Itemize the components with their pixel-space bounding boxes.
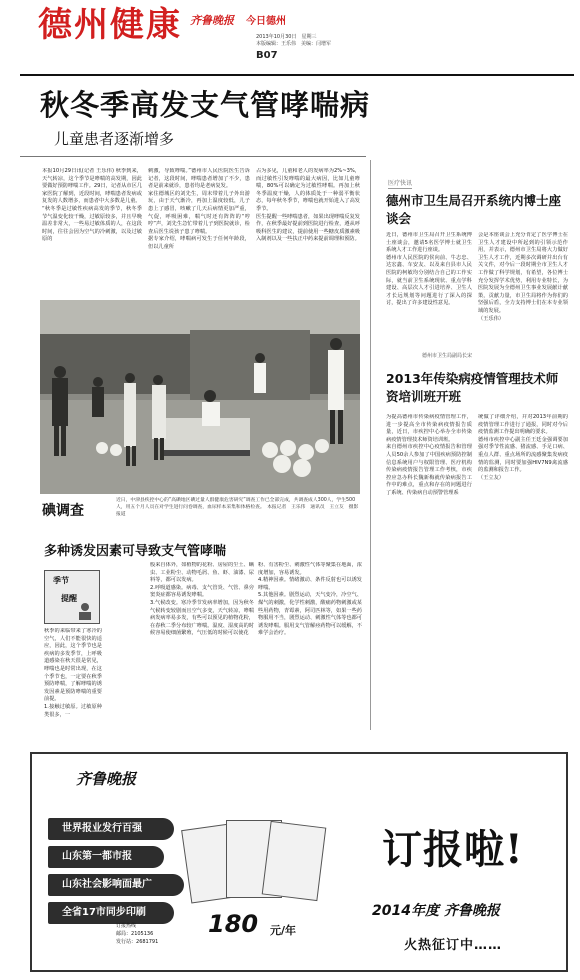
article-column-3: 占为多见，儿童和老人的发病率为2%~3%，而过敏性引发哮喘的最大病因，比如儿童哮喘，80%可以确定为过敏性哮喘。再加上秋冬季温度干燥，人的体质处于一种弱平衡状态，每年秋冬季节，哮喘也就开始进入了高发季节。 医生提醒一些哮喘患者，如果出现哮喘反复发作，在秋季最好提前到医院进行检查，遵从呼吸科医生的建议，提前使用一些糖皮质激素吸入制剂以及一些扶正中药来提前调理和预防。 — [256, 168, 360, 243]
ad-pill-4: 全省17市同步印刷 — [48, 902, 174, 924]
article-subhead: 儿童患者逐渐增多 — [54, 130, 175, 148]
hotline-station — [116, 938, 158, 946]
sidebar-tag: 医疗快讯 — [388, 180, 413, 187]
sidebar-article-2-col-b: 统做了详细介绍，并对2013年前期的疫情管理工作进行了通报，同时对今后疫情监测工作提出明确的要求。 德州市疾控中心副主任王廷金强调要加强对季节性流感、猪流感、手足口病、重点人群、重点场所的流感聚集发病疫情的监测，同时要加强HIV7N9禽流感的监测和报告工作。 （王立友） — [478, 414, 568, 481]
sidebar-article-1-col-b: 会是本座谈会上充分肯定了医学博士在卫生人才建设中所起到的引领示范作用，并表示，德州市卫生局将大力做好卫生人才工作，近期多次调研并出台有关文件，对今后一段时期全市卫生人才工作做了科学规划，有希望，各位博士充分发挥学术优势，利用专业特长，为医院发展为全德州卫生事业发展献计献策，贡献力量，市卫生局将作为你们的坚强后盾，全力支持博士们在本专业领域的发展。 （王乐伟） — [478, 232, 568, 322]
hotline-post-number: 2105136 — [131, 931, 154, 937]
section2-column-2: 般来自体外，如植物的花粉、房屋的尘土、螨虫、工业粉尘、动物毛屑、鱼、虾、油漆、尿料等，都可以发病。 2.呼吸道感染。病毒、支气管炎、气管、鼻旁窦炎症都容易诱发哮喘。 3.气候改变。寒冷季节发病率增加，因为秋冬气候转变较剧而且空气多变，天气转凉，哮喘病发病率易多发，有些可以预见的植物花粉，在春秋二季分布较广哮喘。温度、湿度高的时候容易使细菌繁殖，气压低的时候可以使花 — [150, 562, 254, 637]
doctor-icon — [75, 601, 95, 621]
masthead-editors: 本版编辑：王乐伟 美编：闫增军 — [256, 41, 332, 47]
season-reminder-badge — [44, 570, 100, 624]
photo-caption: 近日，中津县疾控中心的“高碘地区碘过量人群健康危害研究”调查工作已全部完成，共调查成人300人，学生500人，用五个月人员在对学生进行问卷调查，血尿样本采集和体格检查。 本报记者 王乐伟 通讯员 王立友 摄影报道 — [116, 498, 359, 517]
headline-rule — [20, 156, 366, 157]
badge-label-top: 季节 — [53, 576, 69, 585]
news-photo-illustration — [40, 300, 360, 494]
ad-pill-2: 山东第一都市报 — [48, 846, 164, 868]
ad-logo: 齐鲁晚报 — [76, 770, 137, 788]
masthead-rule — [20, 74, 574, 76]
section2-column-1: 秋季的来临带来了寒冷的空气，人们不能很快的适应，因此，这个季节也是疾病的多发季节，上呼吸道感染在秋天很是常见，哮喘也是时常出现，在这个季节也，一定要在秋季预防哮喘，了解哮喘的诱发因素是预防哮喘的重要前提。 1.接触过敏原。过敏原种类很多，一 — [44, 628, 102, 718]
masthead — [0, 0, 580, 74]
hotline-post-label: 邮局： — [116, 931, 132, 937]
masthead-meta — [256, 34, 331, 48]
ad-big-title: 订报啦! — [382, 826, 524, 873]
ad-year — [372, 900, 500, 920]
ad-hotline — [116, 922, 158, 946]
article-headline: 秋冬季高发支气管哮喘病 — [40, 88, 371, 122]
ad-year-text: 2014年度 — [372, 903, 439, 919]
ad-slogan: 火热征订中…… — [404, 938, 503, 953]
page-number: B07 — [256, 50, 278, 61]
masthead-date: 2013年10月30日 星期三 — [256, 34, 317, 40]
ad-year-brand: 齐鲁晚报 — [443, 903, 500, 919]
section2-headline: 多种诱发因素可导致支气管哮喘 — [44, 544, 227, 559]
sidebar-article-2-col-a: 为提高德州市传染病疫情管理工作，进一步提高全市传染病疫情报告质量，近日，市疾控中心举办全市传染病疫情管理技术师资培训班。 来自德州市疾控中心疫情报告和管理人员50余人参加了中国疾病预防控制信息系统用户与权限管理、医疗机构传染病疫情报告管理工作考核，市疾控应急办科长魏新梅就传染病报告工作中的难点，重点和存在的问题进行了系统、传染病自动预警管理系 — [386, 414, 472, 496]
hotline-label: 订报热线 — [116, 923, 137, 929]
sidebar-photo-note: 德州市卫生局副局长宋 — [421, 353, 472, 359]
ad-newspapers — [186, 816, 326, 906]
ad-pill-3: 山东社会影响面最广 — [48, 874, 184, 896]
sidebar-headline-1: 德州市卫生局召开系统内博士座谈会 — [386, 193, 562, 226]
ad-pill-1: 世界报业发行百强 — [48, 818, 174, 840]
sidebar-headline-2: 2013年传染病疫情管理技术师资培训班开班 — [386, 371, 559, 404]
hotline-station-label: 发行站： — [116, 939, 137, 945]
hotline-station-number: 2681791 — [136, 939, 159, 945]
masthead-section: 今日德州 — [246, 16, 286, 27]
news-photo — [40, 300, 360, 494]
article-column-1: 本报10月29日讯(记者 王乐伟) 秋季到来，天气转凉，这个季节是哮喘的高发期，因此要做好预防哮喘工作。29日，记者从市区几家医院了解到，近段时间，哮喘患者发病或复发的人数增多，而患者中大多数是儿童。 “秋冬季是过敏性疾病高发的季节，秋冬季节气温变化较干燥，过敏原较多，并且早晚温差非常大，一些易过敏体质的人，在这段时间，往往会因为空气的冷刺激，以及过敏原的 — [42, 168, 142, 243]
sidebar-article-1-col-a: 近日，德州市卫生局召开卫生系统博士座谈会，邀请5名医学博士就卫生系统人才工作进行座谈。 德州市人民医院的侯向前、牛志忠、达宏鑫、车安友、以及来自县市人民医院的柯敏均分别结合自己的工作实际，就当前卫生系统现状、重点学科建设、高层次人才引进培养、卫生人才长远规划等问题进行了深入的探讨，提出了许多建设性意见。 — [386, 232, 472, 307]
photo-tag: 碘调查 — [42, 503, 84, 519]
article-column-2: 刺激，导致哮喘。”德州市人民医院医生告诉记者，这段时间，哮喘患者增加了不少，患者是前来就诊，患者均是老病复发。 家住德城区的刘先生，周末带着儿子外出游玩，由于天气渐冷，再加上温度较低，儿子患上了感冒，咳嗽了几天后病情更加严重，气促，呼吸困难，喘气时还有阵阵的“哼哼”声，刘先生急忙带着儿子到医院就诊，检查后医生说孩子患了哮喘。 据专家介绍，哮喘病可发生于任何年龄段，但以儿童所 — [148, 168, 250, 250]
badge-label-bottom: 提醒 — [61, 594, 77, 603]
newspaper-sample-3 — [262, 821, 327, 901]
hotline-post — [116, 930, 158, 938]
section2-column-3: 粉、有害粉尘、刺激性气体等聚集在地面，浓度增加，容易诱发。 4.精神因素。情绪激动、条件反射也可以诱发哮喘。 5.其他因素。剧烈运动，天气变冷，冷空气、煤气的刺激，化学性刺激，酸痛药物刺激或某些用药物，青霉素，阿司匹林等，如果一些药物服用不当，剧烈运动、刺激性气体等也都可诱发哮喘。服用支气管解痉药物可以缓解，不难学会治疗。 — [258, 562, 362, 637]
masthead-brand: 齐鲁晚报 — [190, 14, 234, 27]
ad-price: 180 — [208, 910, 259, 938]
column-divider — [370, 160, 371, 730]
masthead-title: 德州健康 — [38, 5, 182, 45]
ad-price-unit: 元/年 — [270, 924, 297, 937]
